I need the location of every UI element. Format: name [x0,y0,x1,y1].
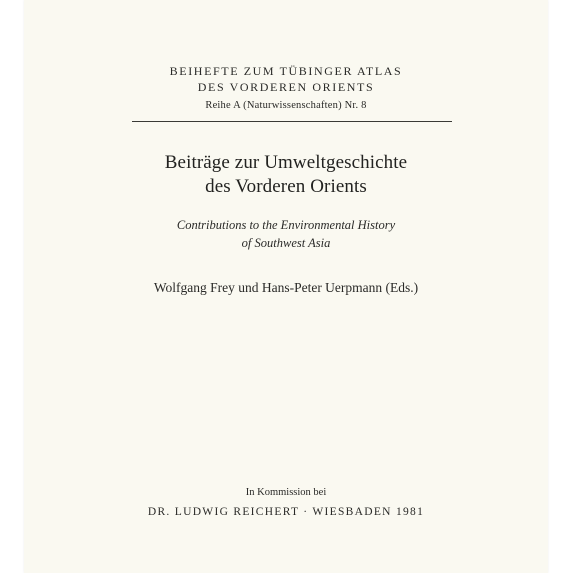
title-page [24,0,548,573]
book-title-line-2: des Vorderen Orients [205,176,367,197]
book-title-line-1: Beiträge zur Umweltgeschichte [164,152,408,173]
series-title-line-2: DES VORDEREN ORIENTS [197,80,375,94]
series-title-line-1: BEIHEFTE ZUM TÜBINGER ATLAS [169,64,403,78]
publisher-imprint: DR. LUDWIG REICHERT · WIESBADEN 1981 [147,506,425,518]
series-subtitle: Reihe A (Naturwissenschaften) Nr. 8 [205,100,367,111]
english-subtitle-line-1: Contributions to the Environmental History [176,218,396,232]
english-subtitle-line-2: of Southwest Asia [241,236,331,250]
editors: Wolfgang Frey und Hans-Peter Uerpmann (Eds.) [153,280,419,295]
commission-note: In Kommission bei [245,487,327,498]
horizontal-rule [132,121,452,122]
